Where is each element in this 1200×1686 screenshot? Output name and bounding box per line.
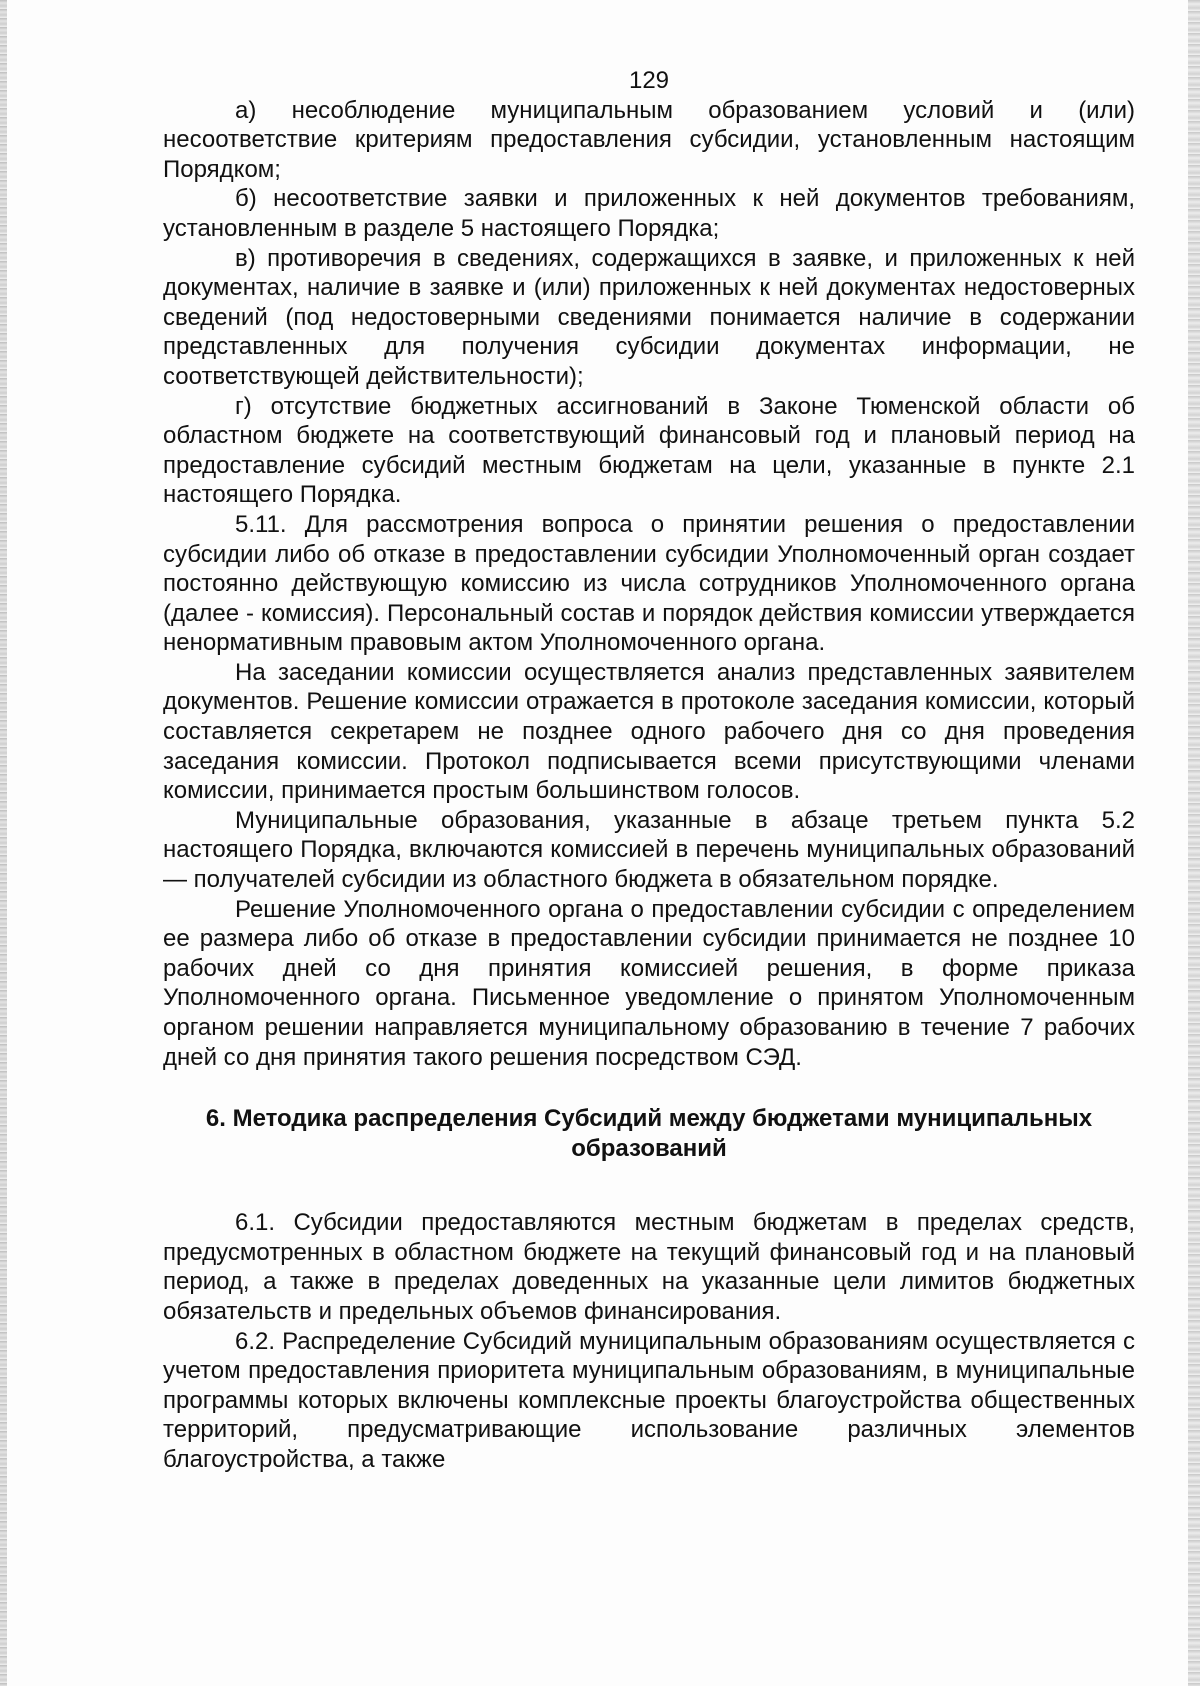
paragraph-6-2: 6.2. Распределение Субсидий муниципальным образованиям осуществляется с учетом предоставления приоритета муниципальным образованиям, в муниципальные программы которых включены комплексные проекты благоустройства общественных территорий, предусматривающие использование различных элементов благоустройства, а также — [163, 1327, 1135, 1473]
page-number: 129 — [628, 67, 670, 94]
section-heading — [163, 1104, 1135, 1164]
paragraph-g: г) отсутствие бюджетных ассигнований в Законе Тюменской области об областном бюджете на соответствующий финансовый год и плановый период на предоставление субсидий местным бюджетам на цели, указанные в пункте 2.1 настоящего Порядка. — [163, 392, 1135, 509]
paragraph-5-11: 5.11. Для рассмотрения вопроса о принятии решения о предоставлении субсидии либо об отказе в предоставлении субсидии Уполномоченный орган создает постоянно действующую комиссию из числа сотрудников Уполномоченного органа (далее - комиссия). Персональный состав и порядок действия комиссии утверждается ненормативным правовым актом Уполномоченного органа. — [163, 510, 1135, 657]
section-heading-line-2: образований — [571, 1135, 727, 1163]
paragraph-b: б) несоответствие заявки и приложенных к ней документов требованиям, установленным в разделе 5 настоящего Порядка; — [163, 185, 1135, 242]
section-heading-line-1: 6. Методика распределения Субсидий между бюджетами муниципальных — [205, 1105, 1093, 1133]
paragraph-v: в) противоречия в сведениях, содержащихся в заявке, и приложенных к ней документах, наличие в заявке и (или) приложенных к ней документах недостоверных сведений (под недостоверными сведениями понимается наличие в содержании представленных для получения субсидии документах информации, не соответствующей действительности); — [163, 244, 1135, 390]
paragraph-municipalities-list: Муниципальные образования, указанные в абзаце третьем пункта 5.2 настоящего Порядка, включаются комиссией в перечень муниципальных образований — получателей субсидии из областного бюджета в обязательном порядке. — [163, 806, 1135, 894]
paragraph-commission-meeting: На заседании комиссии осуществляется анализ представленных заявителем документов. Решение комиссии отражается в протоколе заседания комиссии, который составляется секретарем не позднее одного рабочего дня со дня проведения заседания комиссии. Протокол подписывается всеми присутствующими членами комиссии, принимается простым большинством голосов. — [163, 658, 1135, 805]
document-body — [163, 66, 1135, 1475]
paragraph-6-1: 6.1. Субсидии предоставляются местным бюджетам в пределах средств, предусмотренных в областном бюджете на текущий финансовый год и на плановый период, а также в пределах доведенных на указанные цели лимитов бюджетных обязательств и предельных объемов финансирования. — [163, 1209, 1135, 1325]
paragraph-decision: Решение Уполномоченного органа о предоставлении субсидии с определением ее размера либо об отказе в предоставлении субсидии принимается не позднее 10 рабочих дней со дня принятия комиссией решения, в форме приказа Уполномоченного органа. Письменное уведомление о принятом Уполномоченным органом решении направляется муниципальному образованию в течение 7 рабочих дней со дня принятия такого решения посредством СЭД. — [163, 895, 1135, 1071]
scan-edge-left — [0, 0, 7, 1686]
paragraph-a: а) несоблюдение муниципальным образованием условий и (или) несоответствие критериям предоставления субсидии, установленным настоящим Порядком; — [163, 96, 1135, 183]
scan-edge-right — [1188, 0, 1200, 1686]
